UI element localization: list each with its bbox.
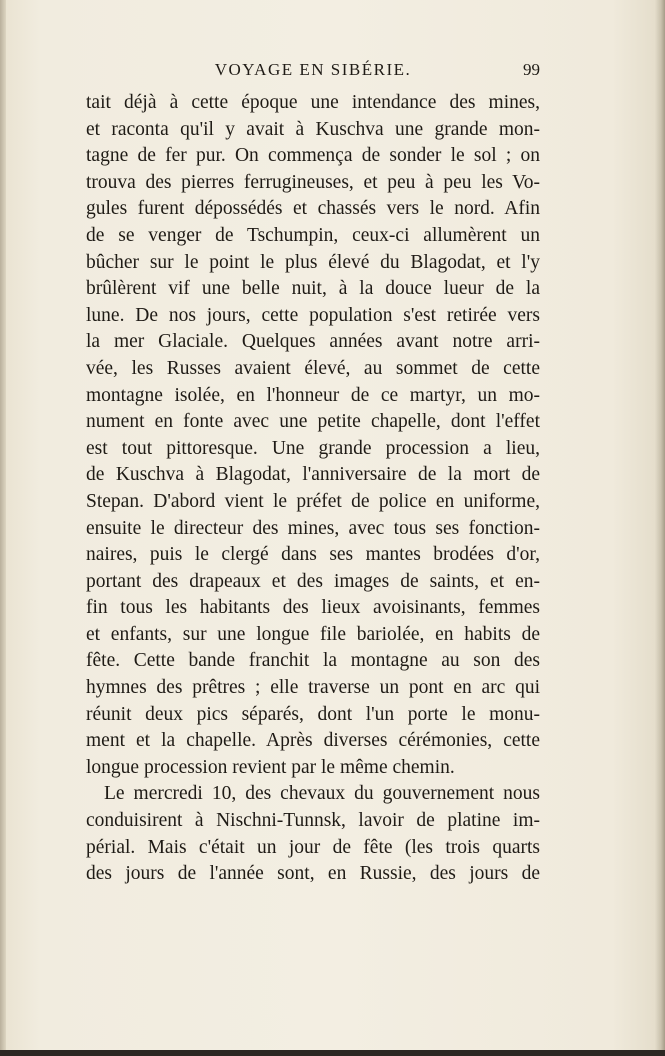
- text-line: bûcher sur le point le plus élevé du Blagodat, et l'y: [86, 251, 540, 273]
- body-text: [86, 90, 540, 888]
- text-line: la mer Glaciale. Quelques années avant notre arri-: [86, 331, 540, 353]
- text-line: réunit deux pics séparés, dont l'un porte le monu-: [86, 703, 540, 725]
- page-header: [86, 60, 540, 84]
- text-line: ensuite le directeur des mines, avec tous ses fonction-: [86, 517, 540, 539]
- text-line: lune. De nos jours, cette population s'est retirée vers: [86, 304, 540, 326]
- text-line: tagne de fer pur. On commença de sonder le sol ; on: [86, 145, 540, 167]
- text-line: montagne isolée, en l'honneur de ce martyr, un mo-: [86, 384, 540, 406]
- text-line: et raconta qu'il y avait à Kuschva une grande mon-: [86, 118, 540, 140]
- running-title: VOYAGE EN SIBÉRIE.: [214, 60, 412, 79]
- text-line: brûlèrent vif une belle nuit, à la douce lueur de la: [86, 278, 540, 300]
- text-line: ment et la chapelle. Après diverses cérémonies, cette: [86, 730, 540, 752]
- text-line: nument en fonte avec une petite chapelle, dont l'effet: [86, 411, 540, 433]
- text-line: gules furent dépossédés et chassés vers le nord. Afin: [86, 198, 540, 220]
- text-line: vée, les Russes avaient élevé, au sommet de cette: [86, 357, 540, 379]
- text-line: conduisirent à Nischni-Tunnsk, lavoir de platine im-: [86, 810, 540, 832]
- text-line: périal. Mais c'était un jour de fête (les trois quarts: [86, 836, 540, 858]
- text-line: tait déjà à cette époque une intendance des mines,: [86, 92, 540, 113]
- text-line: fête. Cette bande franchit la montagne au son des: [86, 650, 540, 672]
- text-line: trouva des pierres ferrugineuses, et peu à peu les Vo-: [86, 171, 540, 193]
- page-number: 99: [523, 60, 540, 79]
- text-line: des jours de l'année sont, en Russie, des jours de: [86, 863, 540, 885]
- text-line: est tout pittoresque. Une grande procession a lieu,: [86, 437, 540, 459]
- page-bottom-edge: [0, 1050, 665, 1056]
- text-line: naires, puis le clergé dans ses mantes brodées d'or,: [86, 544, 540, 566]
- text-line: de se venger de Tschumpin, ceux-ci allumèrent un: [86, 224, 540, 246]
- text-line: Stepan. D'abord vient le préfet de police en uniforme,: [86, 490, 540, 512]
- page-left-edge: [0, 0, 6, 1056]
- text-line: hymnes des prêtres ; elle traverse un pont en arc qui: [86, 677, 540, 699]
- text-line: longue procession revient par le même chemin.: [86, 756, 455, 778]
- text-line: et enfants, sur une longue file bariolée, en habits de: [86, 623, 540, 645]
- text-line: portant des drapeaux et des images de saints, et en-: [86, 570, 540, 592]
- text-line: de Kuschva à Blagodat, l'anniversaire de la mort de: [86, 464, 540, 486]
- text-line-paragraph-start: Le mercredi 10, des chevaux du gouvernement nous: [104, 783, 540, 805]
- text-line: fin tous les habitants des lieux avoisinants, femmes: [86, 597, 540, 619]
- page-right-edge: [655, 0, 665, 1056]
